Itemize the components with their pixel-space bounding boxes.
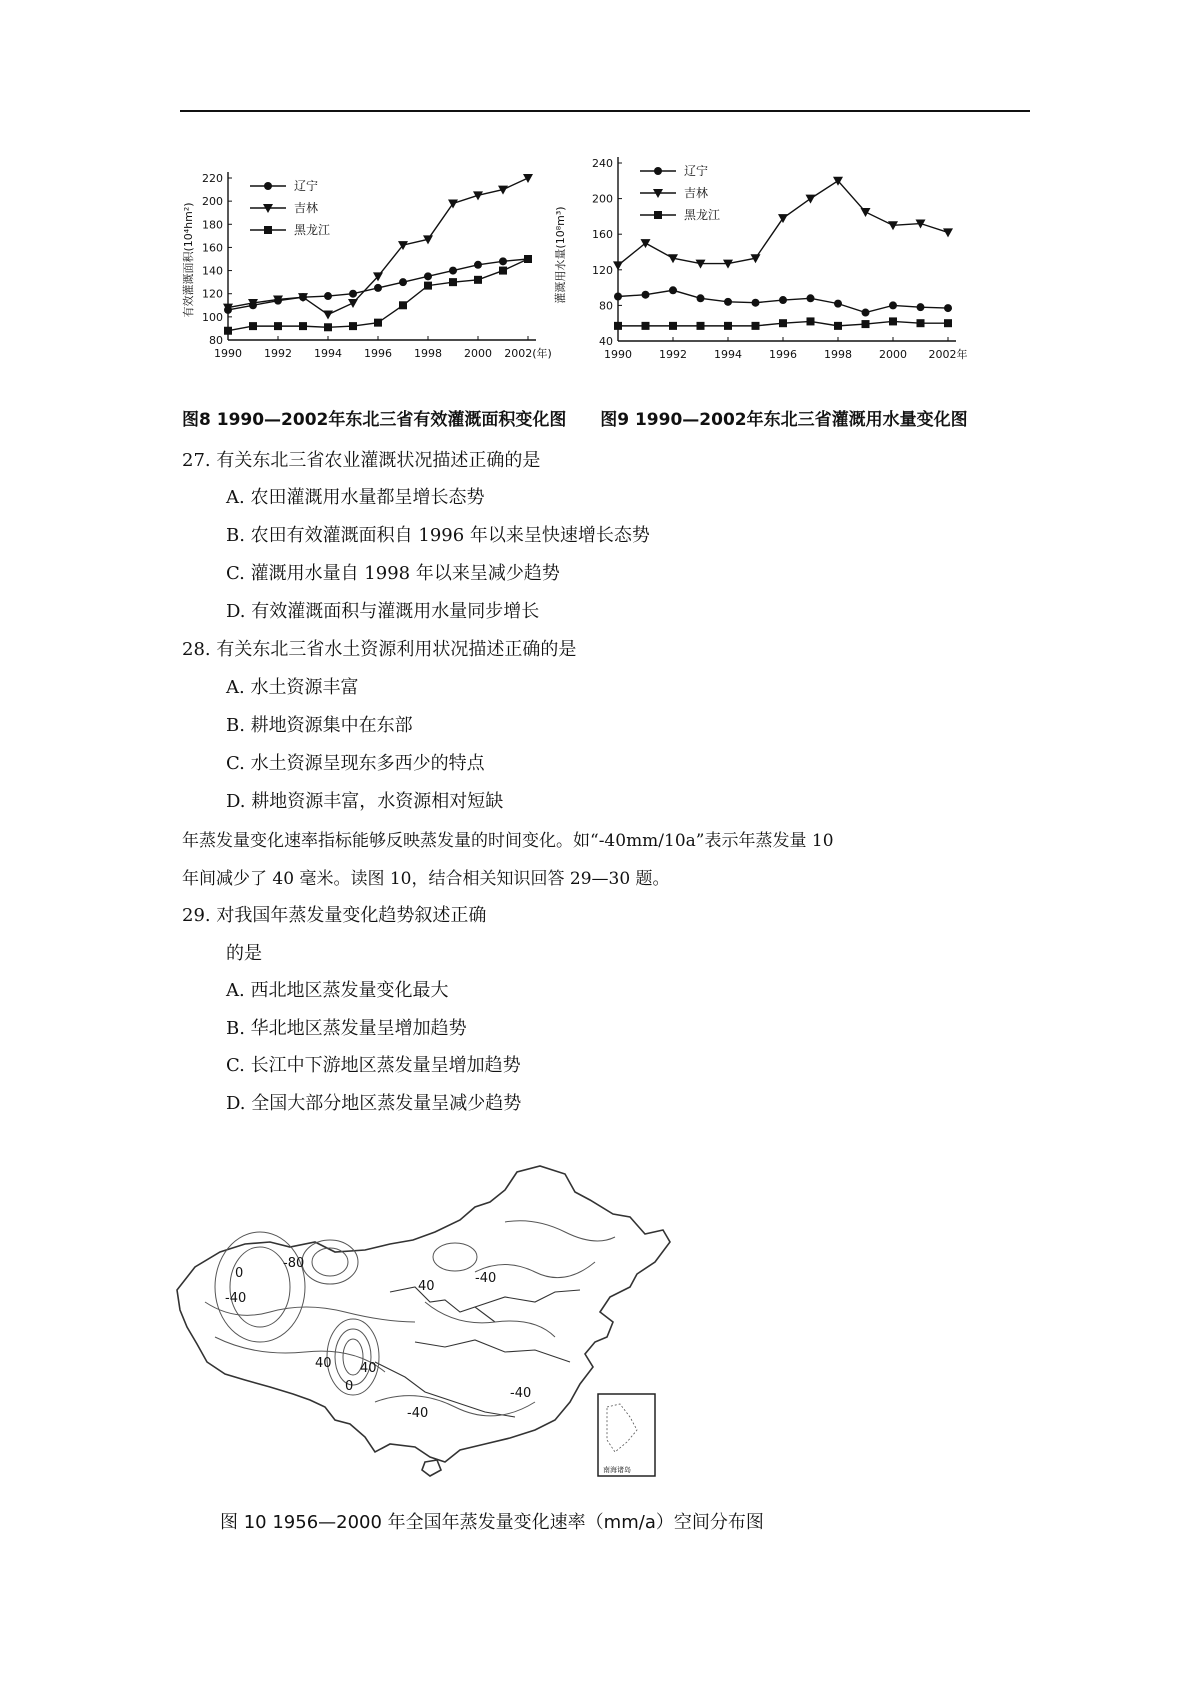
legend-label: 吉林 [684, 186, 709, 200]
data-point [944, 304, 952, 312]
x-tick-label: 2000 [879, 348, 907, 361]
data-point [474, 276, 482, 284]
q27-option-c: C. 灌溉用水量自 1998 年以来呈减少趋势 [226, 563, 560, 584]
contour-label: 40 [360, 1361, 377, 1376]
data-point [642, 322, 650, 330]
data-point [917, 303, 925, 311]
q28-option-c: C. 水土资源呈现东多西少的特点 [226, 753, 485, 774]
data-point [778, 214, 788, 223]
data-point [752, 299, 760, 307]
x-tick-label: 1992 [659, 348, 687, 361]
data-point [806, 195, 816, 204]
q29-option-c: C. 长江中下游地区蒸发量呈增加趋势 [226, 1055, 521, 1076]
data-point [323, 311, 333, 320]
data-point [474, 261, 482, 269]
fig8-svg [180, 160, 565, 395]
fig9-svg [554, 155, 1027, 395]
legend-marker [654, 211, 662, 219]
data-point [348, 299, 358, 308]
data-point [399, 301, 407, 309]
x-tick-label: 1994 [314, 347, 342, 360]
data-point [449, 278, 457, 286]
x-tick-label: 1998 [824, 348, 852, 361]
x-tick-label: 2002年 [928, 348, 968, 361]
y-tick-label: 160 [592, 228, 613, 242]
y-axis-label: 灌溉用水量(10⁸m³) [554, 206, 567, 304]
data-point [449, 267, 457, 275]
data-point [424, 282, 432, 290]
data-point [888, 221, 898, 230]
data-point [807, 294, 815, 302]
fig9-caption: 图9 1990—2002年东北三省灌溉用水量变化图 [600, 410, 968, 430]
q27-option-a: A. 农田灌溉用水量都呈增长态势 [226, 487, 485, 508]
data-point [642, 291, 650, 299]
data-point [499, 257, 507, 265]
x-tick-label: 2002(年) [504, 347, 552, 360]
data-point [274, 322, 282, 330]
contour-label: 40 [315, 1356, 332, 1371]
legend-marker [264, 226, 272, 234]
contour-label: 40 [418, 1279, 435, 1294]
data-point [448, 199, 458, 208]
q28-option-b: B. 耕地资源集中在东部 [226, 715, 413, 736]
inset-label: 南海诸岛 [603, 1466, 631, 1474]
data-point [349, 322, 357, 330]
fig9-chart [554, 155, 1027, 395]
q29-option-b: B. 华北地区蒸发量呈增加趋势 [226, 1018, 467, 1039]
y-tick-label: 80 [599, 299, 613, 313]
data-point [779, 296, 787, 304]
x-tick-label: 1992 [264, 347, 292, 360]
data-point [613, 261, 623, 270]
data-point [324, 292, 332, 300]
data-point [399, 278, 407, 286]
intro-line-2: 年间减少了 40 毫米。读图 10，结合相关知识回答 29—30 题。 [182, 869, 670, 889]
data-point [834, 300, 842, 308]
data-point [862, 309, 870, 317]
y-tick-label: 200 [202, 195, 223, 209]
data-point [889, 317, 897, 325]
south-china-sea-inset [598, 1394, 655, 1476]
data-point [724, 298, 732, 306]
y-tick-label: 160 [202, 241, 223, 255]
q28-option-d: D. 耕地资源丰富，水资源相对短缺 [226, 791, 504, 812]
x-tick-label: 1996 [769, 348, 797, 361]
data-point [862, 320, 870, 328]
q27-stem: 27. 有关东北三省农业灌溉状况描述正确的是 [182, 450, 541, 471]
q27-option-b: B. 农田有效灌溉面积自 1996 年以来呈快速增长态势 [226, 525, 650, 546]
data-point [779, 319, 787, 327]
data-point [943, 228, 953, 237]
q27-option-d: D. 有效灌溉面积与灌溉用水量同步增长 [226, 601, 540, 622]
hainan-island [422, 1460, 441, 1476]
x-tick-label: 1996 [364, 347, 392, 360]
y-tick-label: 240 [592, 157, 613, 170]
data-point [669, 286, 677, 294]
data-point [374, 284, 382, 292]
legend-label: 辽宁 [294, 179, 319, 193]
x-tick-label: 1998 [414, 347, 442, 360]
china-map-svg [175, 1162, 675, 1482]
y-tick-label: 180 [202, 218, 223, 232]
data-point [614, 322, 622, 330]
data-point [349, 290, 357, 298]
y-tick-label: 100 [202, 310, 223, 324]
y-axis-label: 有效灌溉面积(10⁴hm²) [182, 202, 195, 318]
data-point [669, 322, 677, 330]
contour-label: -40 [225, 1291, 247, 1306]
q28-option-a: A. 水土资源丰富 [226, 677, 359, 698]
contour-label: 0 [345, 1379, 354, 1394]
y-tick-label: 80 [209, 334, 223, 347]
y-tick-label: 40 [599, 335, 613, 348]
q29-option-d: D. 全国大部分地区蒸发量呈减少趋势 [226, 1093, 522, 1114]
data-point [944, 319, 952, 327]
intro-line-1: 年蒸发量变化速率指标能够反映蒸发量的时间变化。如“-40mm/10a”表示年蒸发量 10 [182, 831, 834, 851]
series-line-triangle-down [228, 178, 528, 315]
contour-label: 0 [235, 1266, 244, 1281]
data-point [374, 319, 382, 327]
data-point [299, 322, 307, 330]
q29-stem: 29. 对我国年蒸发量变化趋势叙述正确 [182, 905, 487, 926]
header-rule [180, 110, 1030, 112]
q29-stem-cont: 的是 [226, 943, 262, 964]
data-point [697, 294, 705, 302]
data-point [424, 272, 432, 280]
figure-captions [182, 405, 1042, 430]
fig10-map [175, 1162, 675, 1486]
data-point [807, 317, 815, 325]
data-point [324, 323, 332, 331]
data-point [834, 322, 842, 330]
fig8-chart [180, 160, 565, 395]
data-point [917, 319, 925, 327]
y-tick-label: 120 [592, 263, 613, 277]
data-point [697, 322, 705, 330]
contour-label: -80 [283, 1256, 305, 1271]
y-tick-label: 140 [202, 264, 223, 278]
data-point [523, 174, 533, 183]
y-tick-label: 200 [592, 192, 613, 206]
legend-marker [264, 182, 272, 190]
q28-stem: 28. 有关东北三省水土资源利用状况描述正确的是 [182, 639, 577, 660]
fig8-caption: 图8 1990—2002年东北三省有效灌溉面积变化图 [182, 410, 567, 430]
legend-label: 黑龙江 [684, 208, 721, 222]
data-point [724, 322, 732, 330]
data-point [249, 322, 257, 330]
data-point [614, 293, 622, 301]
contour-label: -40 [407, 1406, 429, 1421]
data-point [524, 255, 532, 263]
x-tick-label: 1990 [604, 348, 632, 361]
data-point [224, 327, 232, 335]
legend-label: 辽宁 [684, 164, 709, 178]
data-point [861, 208, 871, 217]
x-tick-label: 2000 [464, 347, 492, 360]
x-tick-label: 1994 [714, 348, 742, 361]
data-point [889, 301, 897, 309]
q29-option-a: A. 西北地区蒸发量变化最大 [226, 980, 449, 1001]
data-point [752, 322, 760, 330]
legend-marker [654, 167, 662, 175]
contour-label: -40 [475, 1271, 497, 1286]
x-tick-label: 1990 [214, 347, 242, 360]
y-tick-label: 120 [202, 287, 223, 301]
legend-label: 黑龙江 [294, 223, 331, 237]
fig10-caption: 图 10 1956—2000 年全国年蒸发量变化速率（mm/a）空间分布图 [220, 1512, 764, 1533]
legend-label: 吉林 [294, 201, 319, 215]
y-tick-label: 220 [202, 172, 223, 185]
data-point [499, 267, 507, 275]
contour-label: -40 [510, 1386, 532, 1401]
